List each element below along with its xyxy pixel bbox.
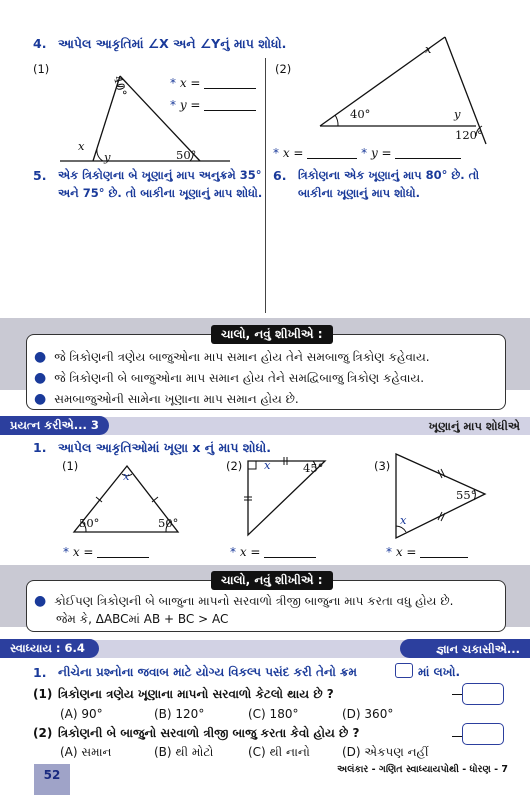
learn2-bullet-1: ● કોઈપણ ત્રિકોણની બે બાજુના માપનો સરવાળો ત્રીજી બાજુના માપ કરતા વધુ હોય છે. (34, 593, 454, 609)
swadhyay-right-title: જ્ઞાન ચકાસીએ... (436, 642, 520, 656)
learn1-bullet-2: ● જે ત્રિકોણની બે બાજુઓના માપ સમાન હોય તેને સમદ્વિબાજુ ત્રિકોણ કહેવાય. (34, 370, 425, 386)
footer-title: અલંકાર - ગણિત સ્વાધ્યાયપોથી - ધોરણ - 7 (337, 764, 508, 775)
fig2-y: y (454, 107, 461, 121)
fig1-angle-top: 40° (110, 74, 130, 98)
tfig3-x: x (400, 513, 407, 527)
mcq1-option-a[interactable]: (A) 90° (60, 707, 103, 721)
learn-title-1: ચાલો, નવું શીખીએ : (211, 325, 333, 344)
fig1-answer-x: * x = (170, 76, 256, 90)
q6-line2: બાકીના ખૂણાનું માપ શોધો. (298, 186, 421, 200)
try-right-title: ખૂણાનું માપ શોધીએ (428, 419, 520, 433)
swadhyay-label: સ્વાધ્યાય : 6.4 (0, 639, 99, 658)
fig2-angle-left: 40° (350, 107, 371, 121)
try-label: પ્રયત્ન કરીએ... 3 (0, 416, 109, 435)
mcq2-option-a[interactable]: (A) સમાન (60, 745, 112, 759)
mcq1-question: ત્રિકોણના ત્રણેય ખૂણાના માપનો સરવાળો કેટલો થાય છે ? (58, 687, 334, 701)
learn1-bullet-1: ● જે ત્રિકોણની ત્રણેય બાજુઓના માપ સમાન હોય તેને સમબાજુ ત્રિકોણ કહેવાય. (34, 349, 430, 365)
q5-number: 5. (33, 168, 47, 183)
tfig2-x: x (264, 458, 271, 472)
mcq1-option-d[interactable]: (D) 360° (342, 707, 394, 721)
tfig3-label: (3) (374, 459, 391, 473)
q4-number: 4. (33, 36, 47, 51)
q6-number: 6. (273, 168, 287, 183)
column-divider (265, 58, 266, 313)
mcq-head-number: 1. (33, 665, 47, 680)
mcq1-option-c[interactable]: (C) 180° (248, 707, 299, 721)
q5-line1: એક ત્રિકોણના બે ખૂણાનું માપ અનુક્રમે 35° (58, 168, 262, 182)
tfig3-answer: * x = (386, 545, 468, 559)
learn2-line-2: જેમ કે, ΔABCમાં AB + BC > AC (56, 612, 229, 626)
fig2-answer: * x = * y = (273, 146, 461, 160)
mcq2-option-d[interactable]: (D) એકપણ નહીં (342, 745, 429, 759)
tfig1-angle-a: 50° (79, 516, 100, 530)
fig2-x: x (425, 42, 432, 56)
mcq2-number: (2) (33, 726, 53, 740)
mcq2-dash (452, 736, 462, 737)
fig1-answer-y: * y = (170, 98, 256, 112)
tfig2-answer: * x = (230, 545, 316, 559)
tfig2-angle-a: 45° (303, 461, 324, 475)
tq1-number: 1. (33, 440, 47, 455)
q5-line2: અને 75° છે. તો બાકીના ખૂણાનું માપ શોધો. (58, 186, 263, 200)
mcq1-number: (1) (33, 687, 53, 701)
mcq2-option-c[interactable]: (C) થી નાનો (248, 745, 310, 759)
tfig3-angle-a: 55° (456, 488, 477, 502)
fig1-label: (1) (33, 62, 50, 76)
fig2-label: (2) (275, 62, 292, 76)
mcq-head-text: નીચેના પ્રશ્નોના જવાબ માટે યોગ્ય વિકલ્પ પસંદ કરી તેનો ક્રમ (58, 665, 357, 679)
tfig2-triangle (240, 455, 340, 545)
tfig1-angle-b: 50° (158, 516, 179, 530)
tfig3-triangle (390, 450, 500, 545)
mcq1-dash (452, 694, 462, 695)
q4-text: આપેલ આકૃતિમાં ∠X અને ∠Yનું માપ શોધો. (58, 36, 287, 51)
mcq2-question: ત્રિકોણની બે બાજુનો સરવાળો ત્રીજી બાજુ કરતા કેવો હોય છે ? (58, 726, 360, 740)
tq1-text: આપેલ આકૃતિઓમાં ખૂણા x નું માપ શોધો. (58, 440, 271, 455)
mcq2-option-b[interactable]: (B) થી મોટો (154, 745, 214, 759)
learn-title-2: ચાલો, નવું શીખીએ : (211, 571, 333, 590)
fig1-y: y (104, 150, 111, 164)
q6-line1: ત્રિકોણના એક ખૂણાનું માપ 80° છે. તો (298, 168, 480, 182)
tfig1-answer: * x = (63, 545, 149, 559)
mcq2-answer-box[interactable] (462, 723, 504, 745)
fig1-angle-right: 50° (176, 148, 197, 162)
mcq-head-text2: માં લખો. (418, 665, 461, 679)
fig1-x: x (78, 139, 85, 153)
fig2-angle-ext: 120° (455, 128, 483, 142)
tfig2-label: (2) (226, 459, 243, 473)
mcq1-answer-box[interactable] (462, 683, 504, 705)
mcq1-option-b[interactable]: (B) 120° (154, 707, 205, 721)
tfig1-x: x (123, 469, 130, 483)
mcq-head-box (395, 663, 413, 678)
tfig1-label: (1) (62, 459, 79, 473)
tfig1-triangle (60, 460, 200, 545)
learn1-bullet-3: ● સમબાજુઓની સામેના ખૂણાના માપ સમાન હોય છે. (34, 391, 299, 407)
page-number: 52 (43, 768, 61, 782)
